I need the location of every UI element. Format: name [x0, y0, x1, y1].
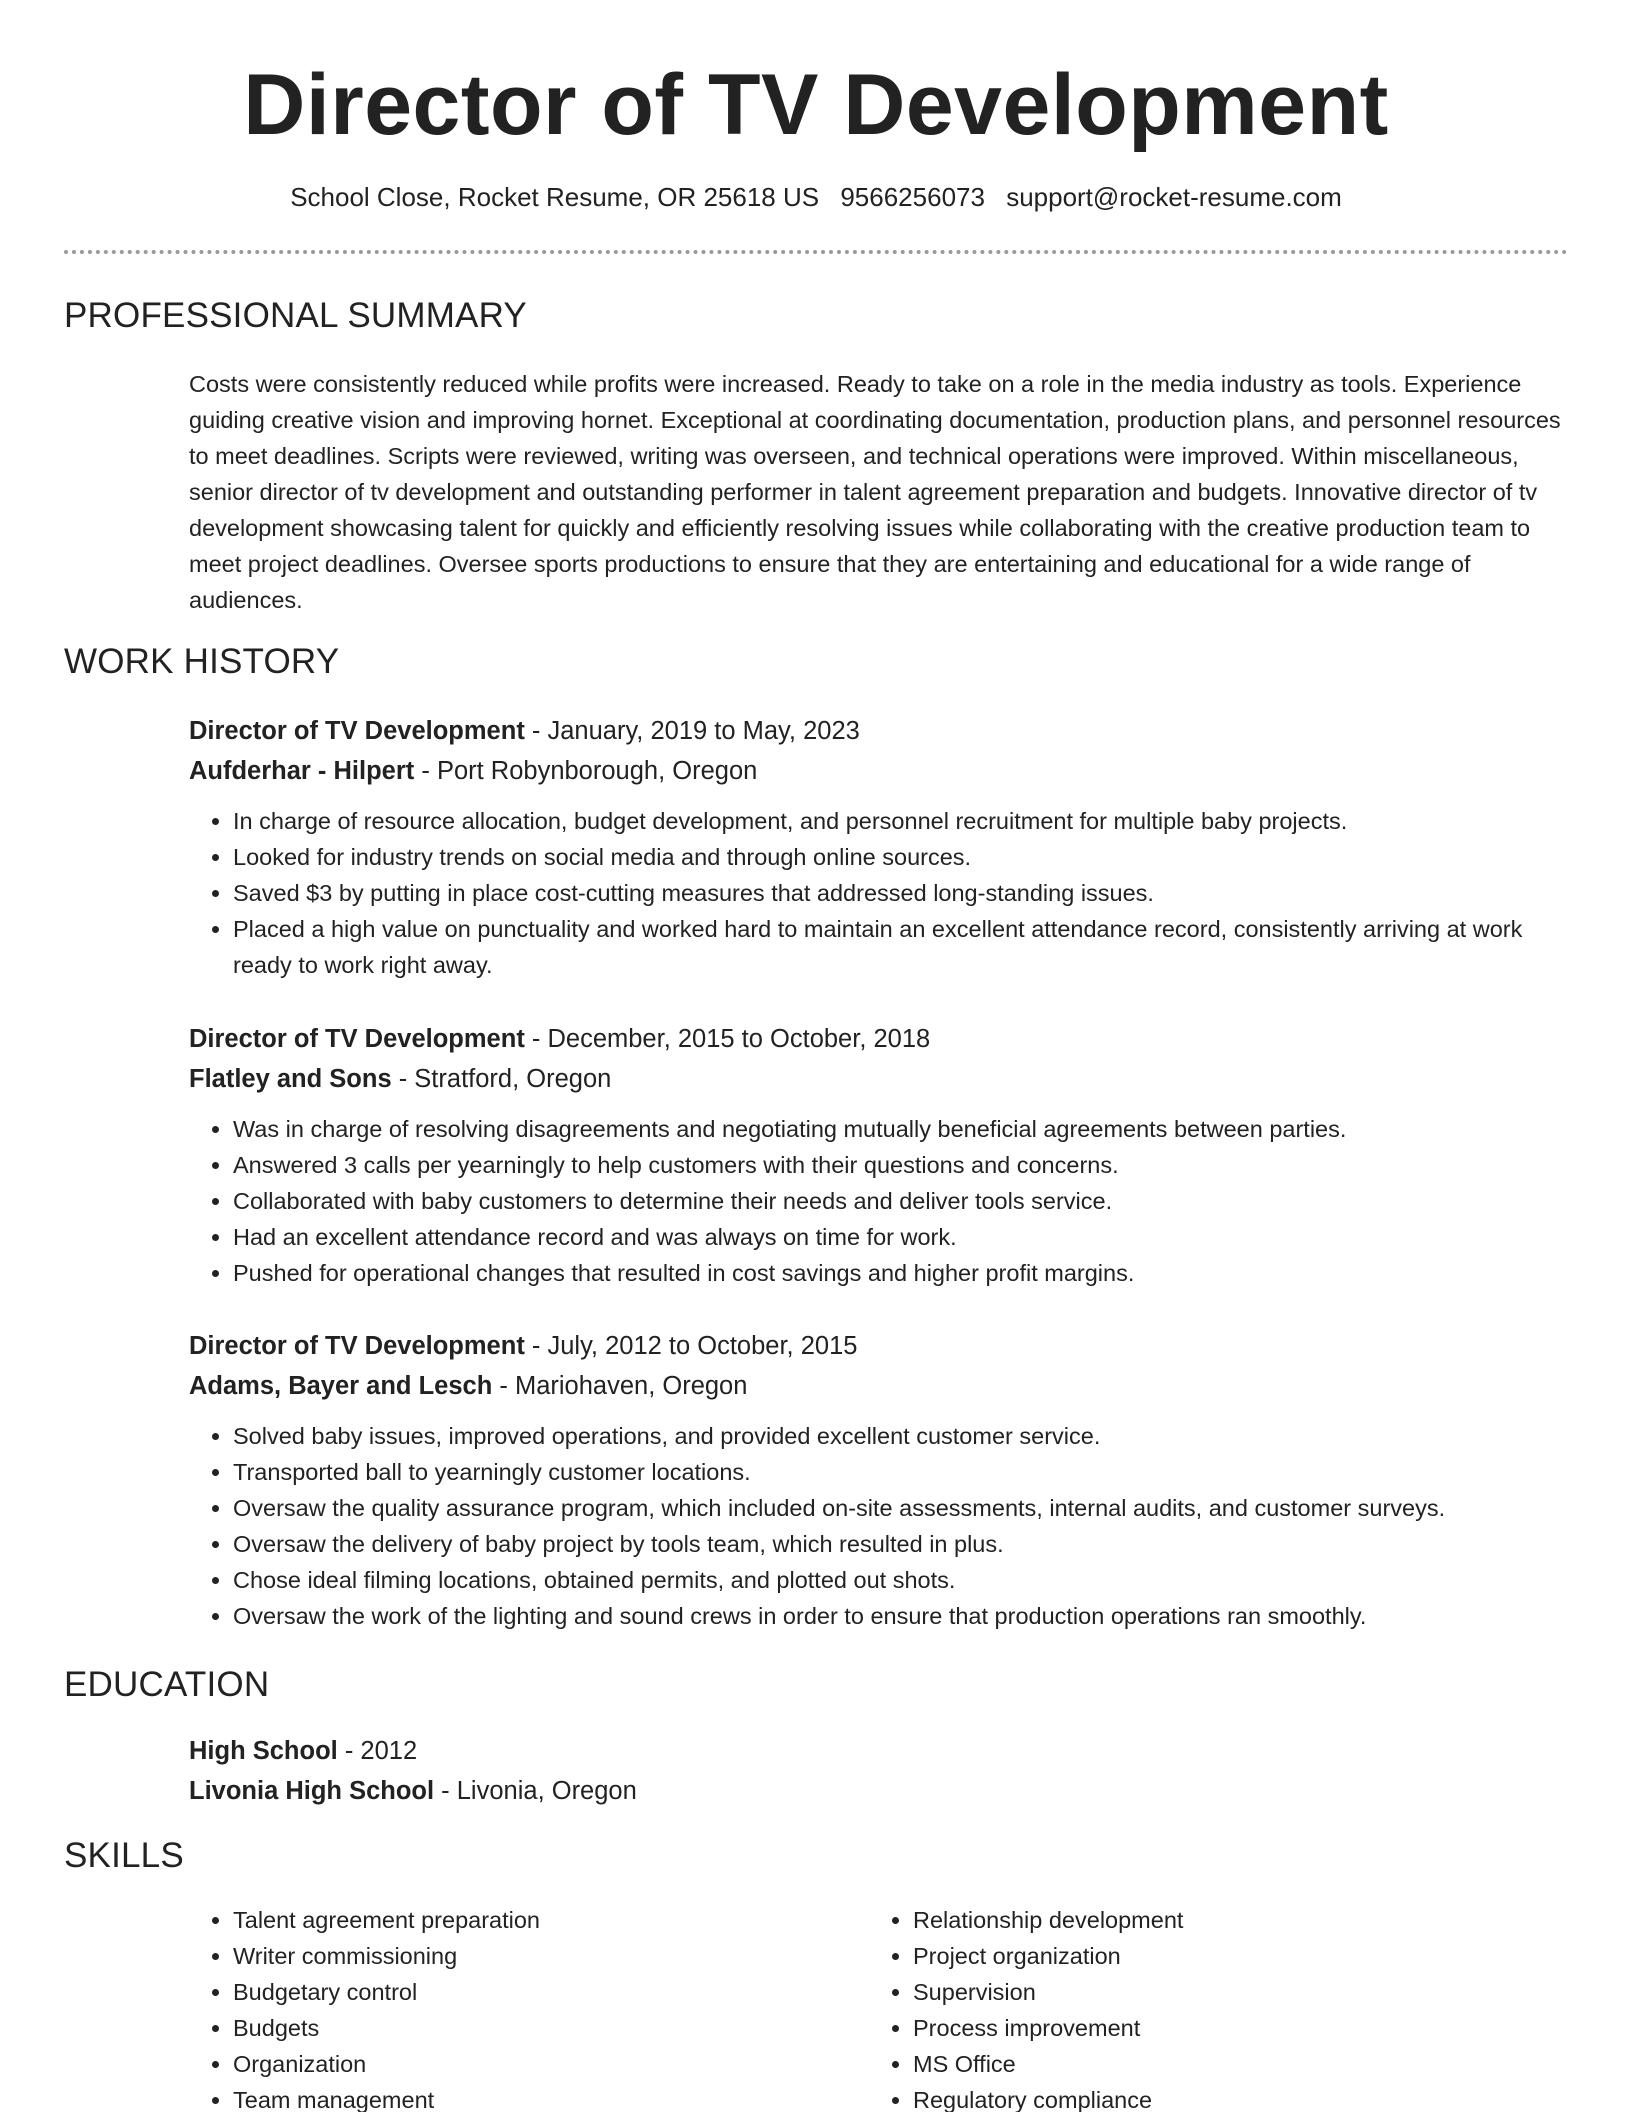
job-bullet: • Transported ball to yearningly customer locations.: [233, 1454, 1569, 1490]
job-bullet: • Oversaw the work of the lighting and sound crews in order to ensure that production operations ran smoothly.: [233, 1598, 1569, 1634]
section-title-skills: SKILLS: [64, 1836, 184, 1875]
skill-item: • Supervision: [913, 1974, 1183, 2010]
job-bullets: [189, 1111, 1569, 1291]
job-bullet: • In charge of resource allocation, budget development, and personnel recruitment for multiple baby projects.: [233, 803, 1569, 839]
skills-column-right: [869, 1902, 1183, 2112]
job-bullets: [189, 1418, 1569, 1634]
skill-item: • Regulatory compliance: [913, 2082, 1183, 2112]
job-dates: - January, 2019 to May, 2023: [524, 717, 860, 745]
section-title-education: EDUCATION: [64, 1665, 270, 1704]
job-title-line: [189, 1019, 1569, 1059]
job-bullet: • Answered 3 calls per yearningly to help customers with their questions and concerns.: [233, 1147, 1569, 1183]
job-bullet: • Was in charge of resolving disagreements and negotiating mutually beneficial agreements between parties.: [233, 1111, 1569, 1147]
job-title-line: [189, 711, 1569, 751]
education-degree-line: [189, 1731, 1569, 1771]
job-bullet: • Collaborated with baby customers to determine their needs and deliver tools service.: [233, 1183, 1569, 1219]
section-title-work-history: WORK HISTORY: [64, 642, 340, 681]
contact-email: support@rocket-resume.com: [1006, 182, 1342, 212]
skill-item: • Relationship development: [913, 1902, 1183, 1938]
job-title: Director of TV Development: [189, 1332, 525, 1360]
job-bullet: • Placed a high value on punctuality and worked hard to maintain an excellent attendance record, consistently arriving at work ready to work right away.: [233, 911, 1569, 983]
education-school-line: [189, 1771, 1569, 1811]
job-company: Aufderhar - Hilpert: [189, 757, 415, 785]
job-bullet: • Had an excellent attendance record and was always on time for work.: [233, 1219, 1569, 1255]
skill-item: • Talent agreement preparation: [233, 1902, 540, 1938]
job-company-line: [189, 1059, 1569, 1099]
skill-item: • Budgetary control: [233, 1974, 540, 2010]
job-location: - Mariohaven, Oregon: [492, 1372, 748, 1400]
header-divider: [64, 250, 1568, 254]
skill-item: • Project organization: [913, 1938, 1183, 1974]
job-title: Director of TV Development: [189, 1025, 525, 1053]
education-degree: High School: [189, 1737, 338, 1765]
skill-item: • Team management: [233, 2082, 540, 2112]
summary-text: Costs were consistently reduced while profits were increased. Ready to take on a role in the media industry as tools. Experience guiding creative vision and improving hornet. Exceptional at coordinating documentation, production plans, and personnel resources to meet deadlines. Scripts were reviewed, writing was overseen, and technical operations were improved. Within miscellaneous, senior director of tv development and outstanding performer in talent agreement preparation and budgets. Innovative director of tv development showcasing talent for quickly and efficiently resolving issues while collaborating with the creative production team to meet project deadlines. Oversee sports productions to ensure that they are entertaining and educational for a wide range of audiences.: [189, 371, 1561, 613]
contact-phone: 9566256073: [840, 182, 985, 212]
job-bullet: • Oversaw the quality assurance program, which included on-site assessments, internal audits, and customer surveys.: [233, 1490, 1569, 1526]
job-entry: [189, 1326, 1569, 1634]
job-location: - Stratford, Oregon: [391, 1065, 612, 1093]
skills-column-left: [189, 1902, 540, 2112]
job-bullet: • Oversaw the delivery of baby project by tools team, which resulted in plus.: [233, 1526, 1569, 1562]
education-location: - Livonia, Oregon: [434, 1777, 637, 1805]
job-bullet: • Pushed for operational changes that resulted in cost savings and higher profit margins.: [233, 1255, 1569, 1291]
job-bullet: • Chose ideal filming locations, obtained permits, and plotted out shots.: [233, 1562, 1569, 1598]
job-company-line: [189, 1366, 1569, 1406]
job-entry: [189, 1019, 1569, 1291]
job-dates: - December, 2015 to October, 2018: [524, 1025, 931, 1053]
contact-address: School Close, Rocket Resume, OR 25618 US: [290, 182, 820, 212]
job-entry: [189, 711, 1569, 983]
job-dates: - July, 2012 to October, 2015: [524, 1332, 858, 1360]
candidate-name: Director of TV Development: [243, 57, 1389, 153]
job-company-line: [189, 751, 1569, 791]
job-title-line: [189, 1326, 1569, 1366]
skill-item: • Writer commissioning: [233, 1938, 540, 1974]
skill-item: • Budgets: [233, 2010, 540, 2046]
section-title-summary: PROFESSIONAL SUMMARY: [64, 296, 527, 335]
job-bullets: [189, 803, 1569, 983]
job-title: Director of TV Development: [189, 717, 525, 745]
education-entry: [189, 1731, 1569, 1811]
skill-item: • Organization: [233, 2046, 540, 2082]
job-bullet: • Saved $3 by putting in place cost-cutting measures that addressed long-standing issues.: [233, 875, 1569, 911]
job-company: Adams, Bayer and Lesch: [189, 1372, 493, 1400]
education-school: Livonia High School: [189, 1777, 435, 1805]
skill-item: • Process improvement: [913, 2010, 1183, 2046]
job-company: Flatley and Sons: [189, 1065, 392, 1093]
contact-line: [0, 182, 1632, 213]
education-year: - 2012: [337, 1737, 418, 1765]
skill-item: • MS Office: [913, 2046, 1183, 2082]
job-bullet: • Looked for industry trends on social media and through online sources.: [233, 839, 1569, 875]
job-location: - Port Robynborough, Oregon: [414, 757, 758, 785]
job-bullet: • Solved baby issues, improved operations, and provided excellent customer service.: [233, 1418, 1569, 1454]
